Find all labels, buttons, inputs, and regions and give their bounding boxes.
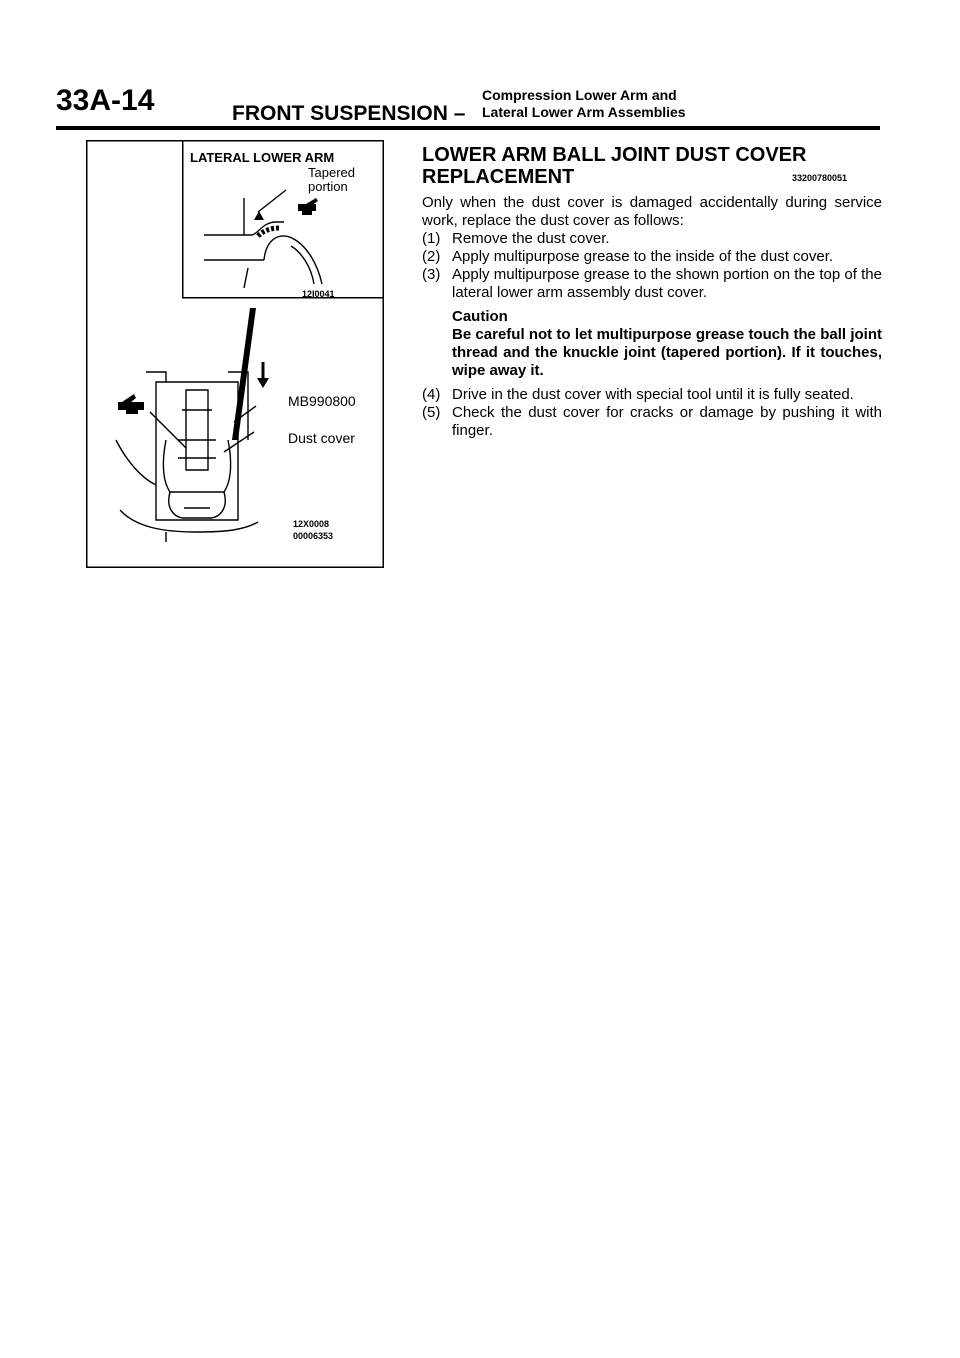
inset-code: 12I0041 [302, 289, 335, 299]
step-number: (4) [422, 386, 441, 403]
subsection-line-2: Lateral Lower Arm Assemblies [482, 104, 686, 120]
figure-code-line-2: 00006353 [293, 531, 334, 541]
step-number: (1) [422, 230, 441, 247]
section-body [422, 194, 882, 440]
figure-drawing [86, 140, 384, 568]
step-number: (3) [422, 266, 441, 283]
section-name: FRONT SUSPENSION [232, 102, 448, 125]
step-text: Apply multipurpose grease to the inside of the dust cover. [452, 248, 834, 265]
tapered-portion-label [308, 166, 355, 194]
section-header [232, 102, 465, 126]
tapered-label-line-2: portion [308, 179, 348, 194]
step-item [422, 230, 882, 248]
figure-code-line-1: 12X0008 [293, 519, 330, 529]
step-item [422, 404, 882, 440]
tapered-label-line-1: Tapered [308, 165, 355, 180]
step-number: (5) [422, 404, 441, 421]
step-text: Apply multipurpose grease to the shown portion on the top of the lateral lower arm assembly dust cover. [452, 266, 882, 301]
step-item [422, 386, 882, 404]
page-number: 33A-14 [56, 84, 155, 117]
caution-title: Caution [452, 308, 508, 325]
step-item [422, 266, 882, 302]
dust-cover-figure [86, 140, 384, 568]
step-text: Check the dust cover for cracks or damage by pushing it with finger. [452, 404, 882, 439]
step-text: Drive in the dust cover with special tool until it is fully seated. [452, 386, 854, 403]
step-text: Remove the dust cover. [452, 230, 610, 247]
figure-code [293, 518, 333, 542]
inset-title: LATERAL LOWER ARM [190, 150, 335, 165]
header-rule [56, 126, 880, 130]
dust-cover-label: Dust cover [288, 430, 355, 446]
subsection-header [482, 87, 686, 121]
section-code: 33200780051 [792, 173, 848, 183]
subsection-line-1: Compression Lower Arm and [482, 87, 677, 103]
section-title-line-2: REPLACEMENT [422, 166, 575, 188]
intro-paragraph: Only when the dust cover is damaged accidentally during service work, replace the dust cover as follows: [422, 194, 882, 229]
caution-note [452, 308, 882, 380]
tool-label: MB990800 [288, 393, 356, 409]
header-dash: – [453, 102, 466, 125]
caution-text: Be careful not to let multipurpose grease touch the ball joint thread and the knuckle joint (tapered portion). If it touches, wipe away it. [452, 326, 882, 379]
step-item [422, 248, 882, 266]
section-title-line-1: LOWER ARM BALL JOINT DUST COVER [422, 144, 807, 166]
step-number: (2) [422, 248, 441, 265]
